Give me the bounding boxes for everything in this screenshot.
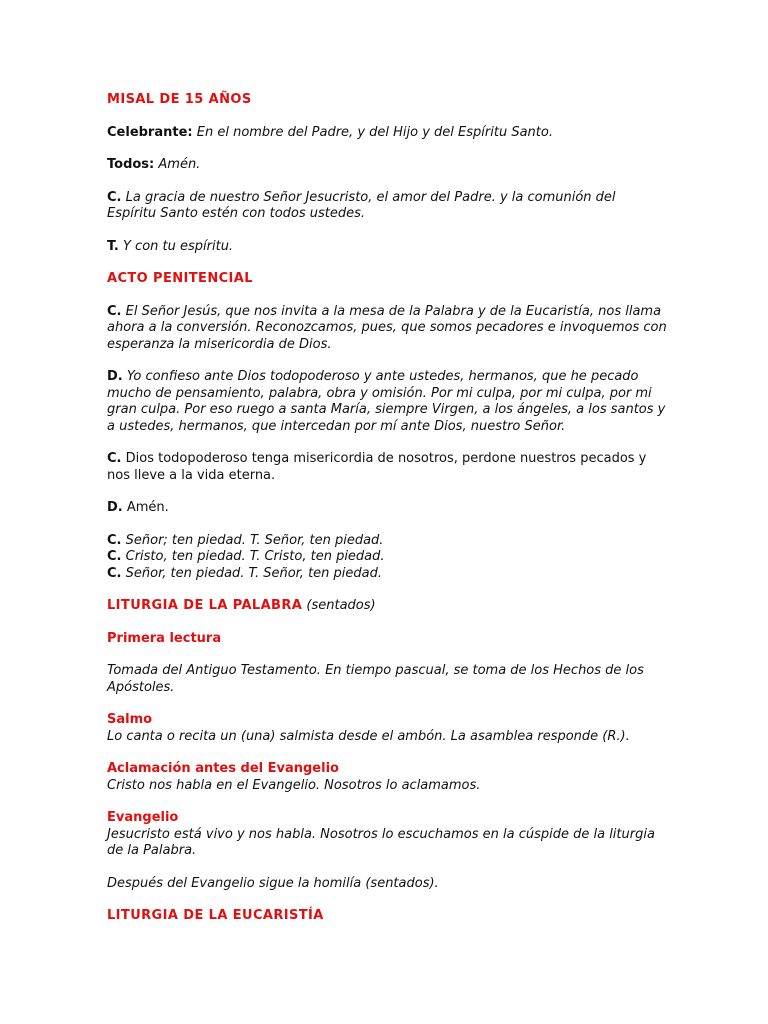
evangelio-text: Jesucristo está vivo y nos habla. Nosotros lo escuchamos en la cúspide de la liturgia de la Palabra. — [107, 826, 655, 858]
speaker-label: T. — [107, 238, 119, 254]
dialogue-text: En el nombre del Padre, y del Hijo y del Espíritu Santo. — [196, 124, 553, 140]
section-heading-note: (sentados) — [306, 598, 376, 613]
primera-lectura-text: Tomada del Antiguo Testamento. En tiempo pascual, se toma de los Hechos de los Apóstoles. — [107, 663, 644, 695]
speaker-label: C. — [107, 189, 122, 205]
speaker-label: C. — [107, 532, 122, 548]
document-body — [107, 92, 667, 925]
confiteor — [107, 369, 667, 435]
todos-line — [107, 157, 667, 174]
dialogue-text: Señor; ten piedad. T. Señor, ten piedad. — [125, 532, 384, 548]
dialogue-text: Y con tu espíritu. — [122, 238, 234, 254]
subheading-salmo: Salmo — [107, 712, 153, 727]
amen-response — [107, 500, 667, 517]
dialogue-text: Amén. — [126, 500, 169, 515]
aclamacion-text: Cristo nos habla en el Evangelio. Nosotros lo aclamamos. — [107, 777, 481, 793]
celebrante-greeting — [107, 190, 667, 223]
kyrie-line — [107, 566, 667, 583]
speaker-label: D. — [107, 500, 123, 515]
kyrie-line — [107, 533, 667, 550]
kyrie-line — [107, 549, 667, 566]
homilia-note: Después del Evangelio sigue la homilía (sentados). — [107, 875, 439, 891]
dialogue-text: Dios todopoderoso tenga misericordia de nosotros, perdone nuestros pecados y nos lleve a la vida eterna. — [107, 451, 647, 483]
section-heading-text: LITURGIA DE LA PALABRA — [107, 598, 303, 613]
subheading-evangelio: Evangelio — [107, 810, 179, 825]
subheading-primera-lectura: Primera lectura — [107, 630, 222, 646]
speaker-label: D. — [107, 369, 123, 384]
dialogue-text: La gracia de nuestro Señor Jesucristo, el amor del Padre. y la comunión del Espíritu Santo estén con todos ustedes. — [107, 189, 616, 221]
speaker-label: C. — [107, 451, 122, 466]
penitencial-invitation — [107, 304, 667, 354]
dialogue-text: Amén. — [158, 157, 201, 172]
speaker-label: C. — [107, 565, 122, 581]
subheading-aclamacion: Aclamación antes del Evangelio — [107, 761, 339, 776]
absolution — [107, 451, 667, 484]
salmo-text: Lo canta o recita un (una) salmista desde el ambón. La asamblea responde (R.). — [107, 728, 630, 744]
dialogue-text: El Señor Jesús, que nos invita a la mesa de la Palabra y de la Eucaristía, nos llama ahora a la conversión. Reconozcamos, pues, que somos pecadores e invoquemos con esperanza la misericordia de Dios. — [107, 303, 667, 352]
speaker-label: Celebrante: — [107, 124, 193, 140]
speaker-label: Todos: — [107, 157, 155, 172]
celebrante-line — [107, 125, 667, 142]
speaker-label: C. — [107, 549, 122, 564]
todos-response — [107, 239, 667, 256]
section-heading-acto-penitencial: ACTO PENITENCIAL — [107, 271, 253, 286]
section-heading-liturgia-palabra — [107, 598, 667, 615]
dialogue-text: Cristo, ten piedad. T. Cristo, ten piedad. — [125, 549, 385, 564]
page-title: MISAL DE 15 AÑOS — [107, 92, 252, 107]
speaker-label: C. — [107, 303, 122, 319]
section-heading-liturgia-eucaristia: LITURGIA DE LA EUCARISTÍA — [107, 908, 324, 923]
kyrie-block — [107, 533, 667, 583]
dialogue-text: Señor, ten piedad. T. Señor, ten piedad. — [125, 565, 383, 581]
dialogue-text: Yo confieso ante Dios todopoderoso y ante ustedes, hermanos, que he pecado mucho de pensamiento, palabra, obra y omisión. Por mi culpa, por mi culpa, por mi gran culpa. Por eso ruego a santa María, siempre Virgen, a los ángeles, a los santos y a ustedes, hermanos, que intercedan por mí ante Dios, nuestro Señor. — [107, 369, 666, 434]
